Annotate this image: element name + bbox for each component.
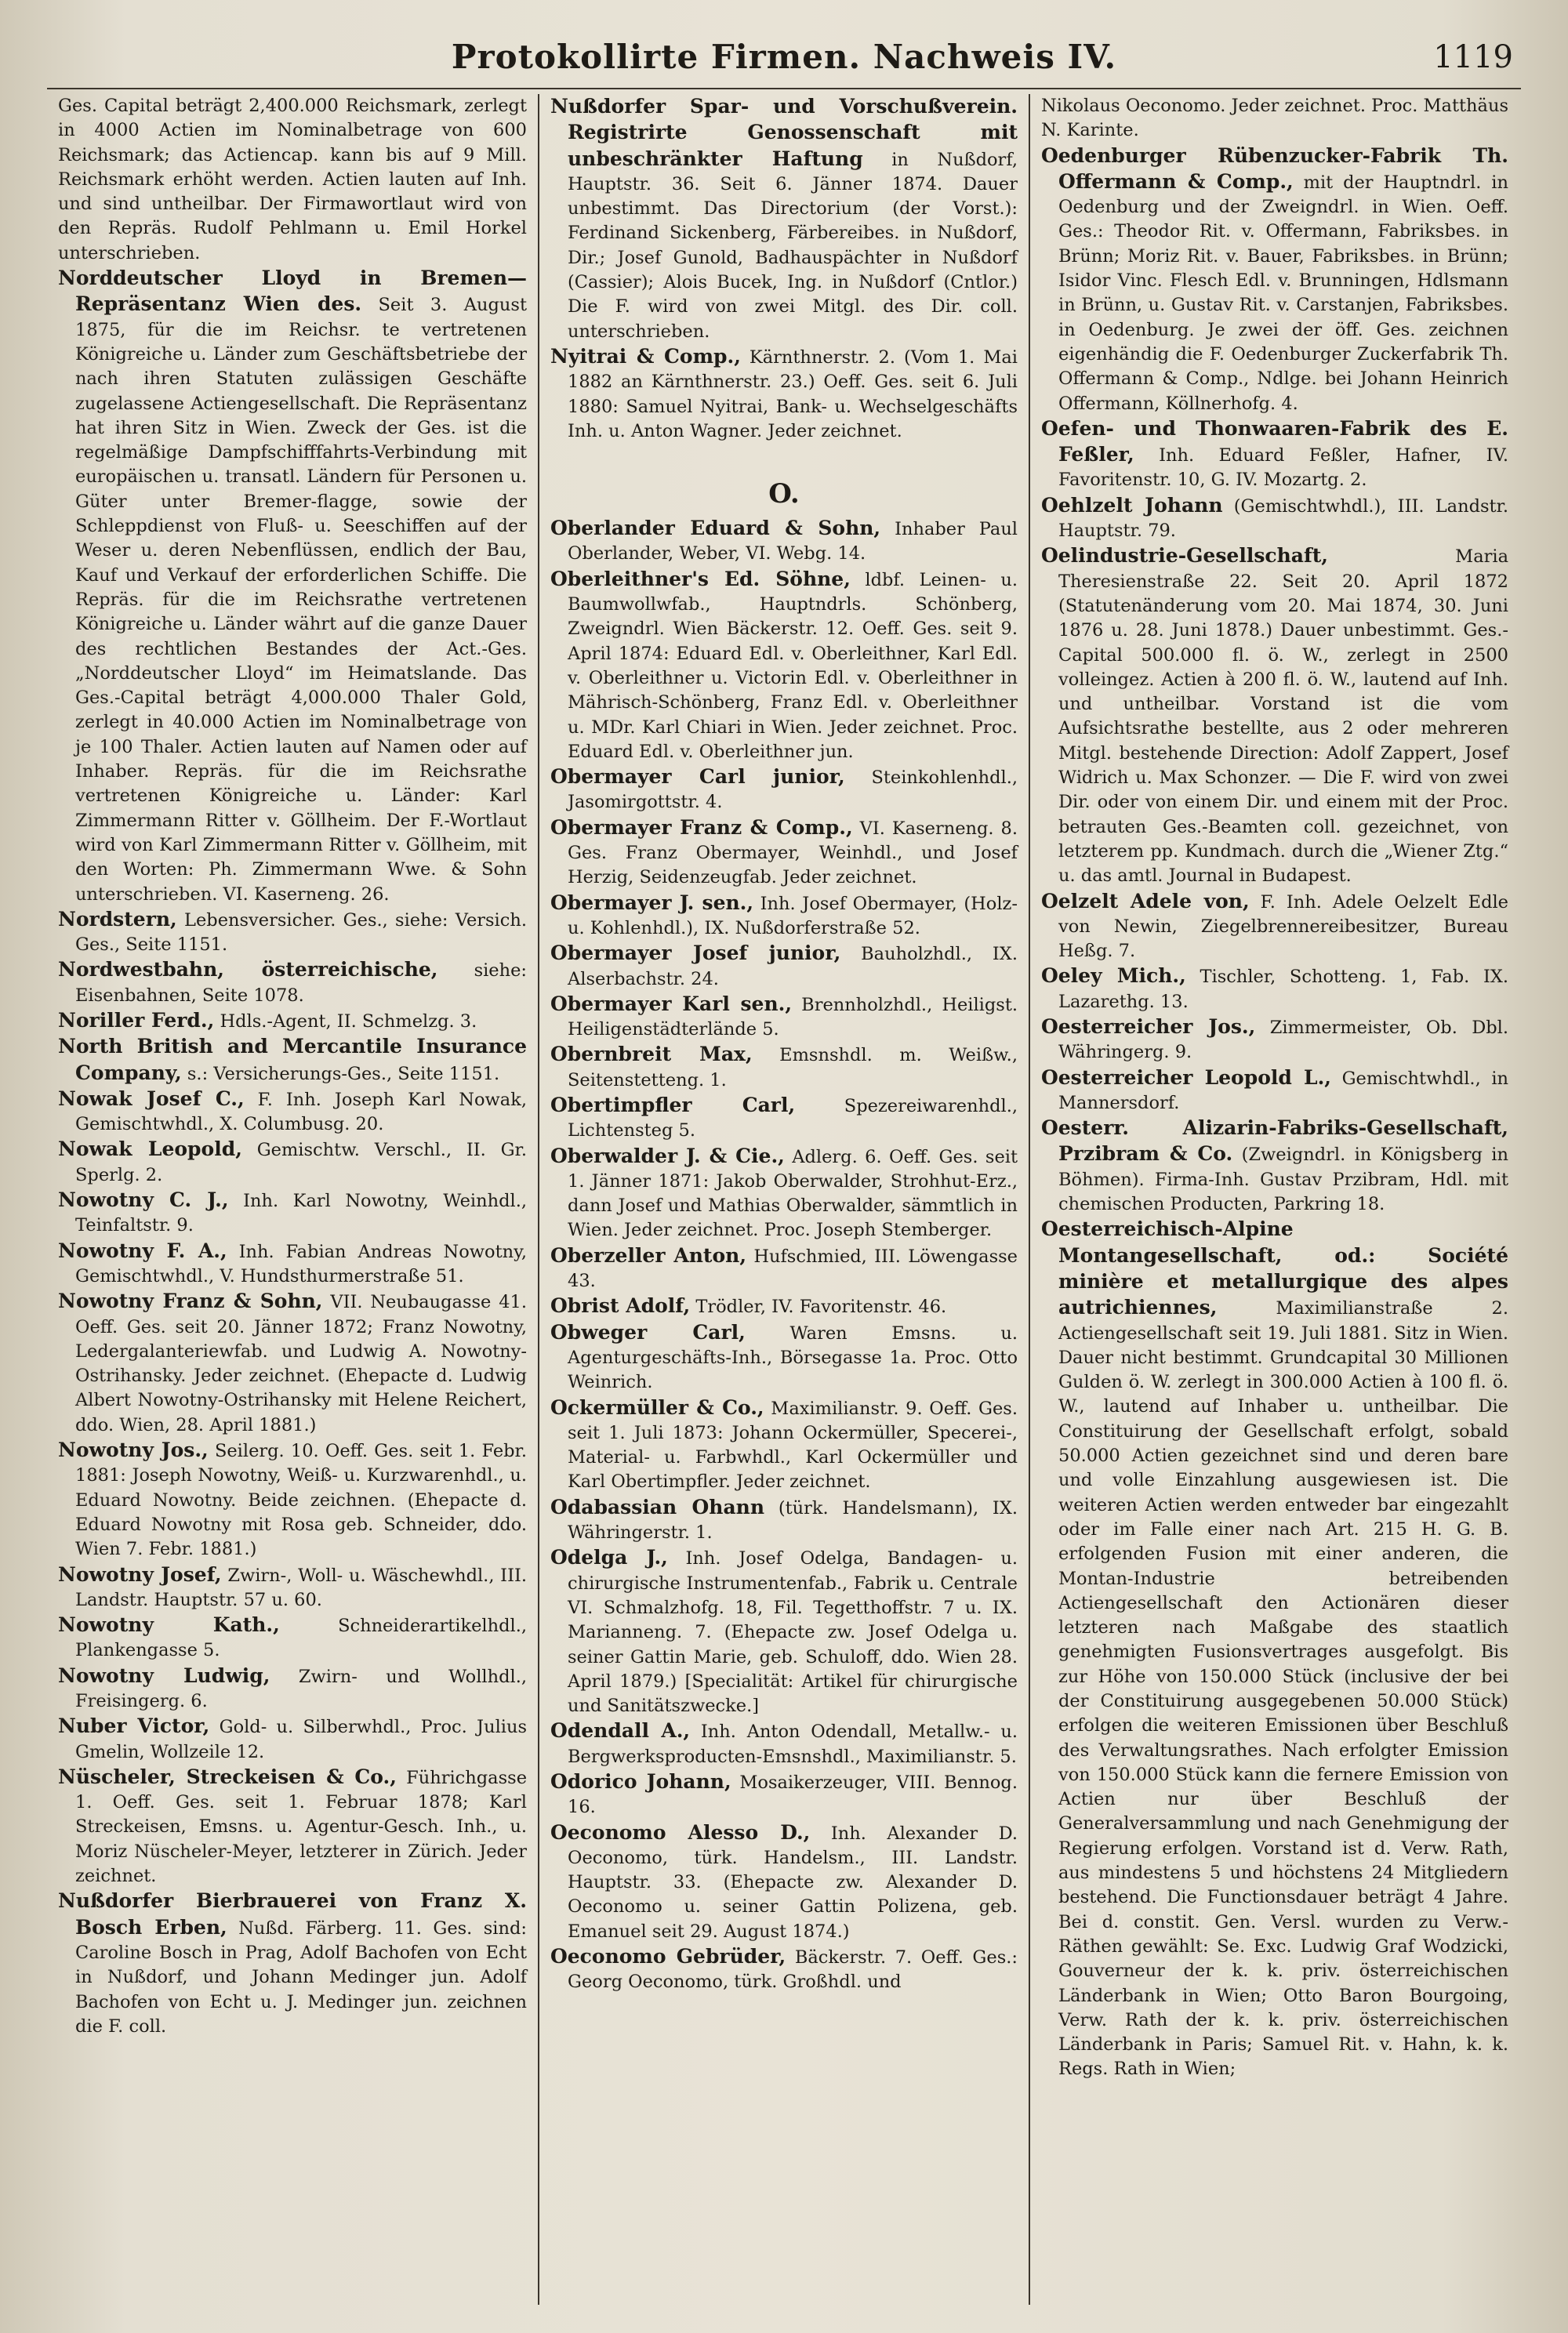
firm-details: Zwirn-, Woll- u. Wäschewhdl., III. Landstr. Hauptstr. 57 u. 60. xyxy=(75,1565,527,1610)
firm-details: Nikolaus Oeconomo. Jeder zeichnet. Proc. Matthäus N. Karinte. xyxy=(1041,96,1508,141)
directory-entry xyxy=(550,1320,1018,1395)
directory-entry xyxy=(58,1714,527,1765)
firm-name: Oeley Mich., xyxy=(1041,964,1186,988)
directory-entry xyxy=(1041,1217,1508,2081)
directory-entry xyxy=(58,1034,527,1087)
firm-name: Obrist Adolf, xyxy=(550,1294,691,1318)
column-left xyxy=(47,94,538,2305)
directory-entry xyxy=(58,1188,527,1239)
firm-name: Obermayer J. sen., xyxy=(550,891,754,914)
firm-name: Nußdorfer Bierbrauerei von Franz X. Bosch Erben, xyxy=(58,1889,527,1939)
firm-name: Oelindustrie-Gesellschaft, xyxy=(1041,544,1328,568)
firm-name: Oelzelt Adele von, xyxy=(1041,889,1250,913)
firm-details: Seit 3. August 1875, für die im Reichsr. te vertretenen Königreiche u. Länder zum Geschäftsbetriebe der nach ihren Statuten zulässigen Geschäfte zugelassene Actiengesellschaft. Die Repräsentanz hat ihren Sitz in Wien. Zweck der Ges. ist die regelmäßige Dampfschifffahrts-Verbindung mit europäischen u. transatl. Ländern für Personen u. Güter unter Bremer-flagge, sowie der Schleppdienst von Fluß- u. Seeschiffen auf der Weser u. deren Nebenflüssen, endlich der Bau, Kauf und Verkauf der erforderlichen Schiffe. Die Repräs. für die im Reichsrathe vertretenen Königreiche u. Länder währt auf die ganze Dauer des rechtlichen Bestandes der Act.-Ges. „Norddeutscher Lloyd“ im Heimatslande. Das Ges.-Capital beträgt 4,000.000 Thaler Gold, zerlegt in 40.000 Actien im Nominalbetrage von je 100 Thaler. Actien lauten auf Namen oder auf Inhaber. Repräs. für die im Reichsrathe vertretenen Königreiche u. Länder: Karl Zimmermann Ritter v. Göllheim. Der F.-Wortlaut wird von Karl Zimmermann Ritter v. Göllheim, mit den Worten: Ph. Zimmermann Wwe. & Sohn unterschrieben. VI. Kaserneng. 26. xyxy=(75,295,527,905)
directory-entry xyxy=(550,1042,1018,1093)
firm-details: Inh. Josef Obermayer, (Holz- u. Kohlenhdl.), IX. Nußdorferstraße 52. xyxy=(568,893,1018,938)
firm-name: Norddeutscher Lloyd in Bremen—Repräsentanz Wien des. xyxy=(58,267,527,316)
directory-entry xyxy=(550,1243,1018,1294)
firm-name: Oehlzelt Johann xyxy=(1041,493,1223,517)
firm-name: Nowotny Ludwig, xyxy=(58,1664,270,1687)
directory-entry xyxy=(550,1495,1018,1546)
directory-entry xyxy=(550,94,1018,344)
firm-details: Emsnshdl. m. Weißw., Seitenstetteng. 1. xyxy=(568,1045,1018,1090)
directory-entry xyxy=(58,1087,527,1137)
firm-name: Oeconomo Alesso D., xyxy=(550,1820,811,1844)
firm-details: Ges. Capital beträgt 2,400.000 Reichsmark, zerlegt in 4000 Actien im Nominalbetrage von 600 Reichsmark; das Actiencap. kann bis auf 9 Mill. Reichsmark erhöht werden. Actien lauten auf Inh. und sind untheilbar. Der Firmawortlaut wird von den Repräs. Rudolf Pehlmann u. Emil Horkel unterschrieben. xyxy=(58,96,527,263)
firm-details: F. Inh. Adele Oelzelt Edle von Newin, Ziegelbrennereibesitzer, Bureau Heßg. 7. xyxy=(1058,891,1508,962)
firm-details: Führichgasse 1. Oeff. Ges. seit 1. Februar 1878; Karl Streckeisen, Emsns. u. Agentur-Gesch. Inh., u. Moriz Nüscheler-Meyer, letzterer in Zürich. Jeder zeichnet. xyxy=(75,1767,528,1887)
firm-name: Oesterreichisch-Alpine Montangesellschaft, od.: Société minière et metallurgique des alpes autrichiennes, xyxy=(1041,1217,1508,1319)
directory-entry xyxy=(550,1093,1018,1144)
firm-details: s.: Versicherungs-Ges., Seite 1151. xyxy=(187,1063,500,1084)
firm-details: Maximilianstr. 9. Oeff. Ges. seit 1. Juli 1873: Johann Ockermüller, Specerei-, Material- u. Farbwhdl., Karl Ockermüller und Karl Obertimpfler. Jeder zeichnet. xyxy=(568,1398,1018,1493)
firm-details: Nußd. Färberg. 11. Ges. sind: Caroline Bosch in Prag, Adolf Bachofen von Echt in Nußdorf, und Johann Medinger jun. Adolf Bachofen von Echt u. J. Medinger jun. zeichnen die F. coll. xyxy=(75,1918,527,2037)
firm-details: Adlerg. 6. Oeff. Ges. seit 1. Jänner 1871: Jakob Oberwalder, Strohhut-Erz., dann Josef und Mathias Oberwalder, sämmtlich in Wien. Jeder zeichnet. Proc. Joseph Stemberger. xyxy=(568,1146,1018,1241)
firm-details: Zimmermeister, Ob. Dbl. Währingerg. 9. xyxy=(1058,1017,1509,1063)
firm-name: Nowotny C. J., xyxy=(58,1188,229,1212)
firm-name: Nowak Josef C., xyxy=(58,1087,245,1110)
firm-name: Nowak Leopold, xyxy=(58,1137,242,1161)
directory-entry xyxy=(58,1664,527,1714)
firm-name: Odendall A., xyxy=(550,1719,691,1743)
firm-details: VI. Kaserneng. 8. Ges. Franz Obermayer, Weinhdl., und Josef Herzig, Seidenzeugfab. Jeder zeichnet. xyxy=(568,818,1018,888)
directory-entry xyxy=(58,1765,527,1889)
firm-details: Inh. Josef Odelga, Bandagen- u. chirurgische Instrumentenfab., Fabrik u. Centrale VI. Schmalzhofg. 18, Fil. Tegetthoffstr. 7 u. IX. Marianneng. 7. (Ehepacte zw. Josef Odelga u. seiner Gattin Marie, geb. Schuloff, ddo. Wien 28. April 1879.) [Specialität: Artikel für chirurgische und Sanitätszwecke.] xyxy=(568,1548,1018,1717)
firm-details: Hufschmied, III. Löwengasse 43. xyxy=(568,1246,1018,1292)
firm-details: Tischler, Schotteng. 1, Fab. IX. Lazarethg. 13. xyxy=(1058,967,1509,1012)
firm-details: Inh. Anton Odendall, Metallw.- u. Bergwerksproducten-Emsnshdl., Maximilianstr. 5. xyxy=(568,1722,1018,1767)
directory-entry xyxy=(550,1545,1018,1718)
directory-entry xyxy=(550,1395,1018,1495)
directory-entry xyxy=(58,957,527,1008)
column-middle xyxy=(538,94,1029,2305)
firm-name: Odelga J., xyxy=(550,1546,668,1569)
directory-entry xyxy=(550,344,1018,444)
firm-details: Seilerg. 10. Oeff. Ges. seit 1. Febr. 1881: Joseph Nowotny, Weiß- u. Kurzwarenhdl., u. Eduard Nowotny. Beide zeichnen. (Ehepacte d. Eduard Nowotny mit Rosa geb. Schneider, ddo. Wien 7. Febr. 1881.) xyxy=(75,1441,527,1560)
firm-name: Oedenburger Rübenzucker-Fabrik Th. Offermann & Comp., xyxy=(1041,143,1508,193)
firm-details: Kärnthnerstr. 2. (Vom 1. Mai 1882 an Kärnthnerstr. 23.) Oeff. Ges. seit 6. Juli 1880: Samuel Nyitrai, Bank- u. Wechselgeschäfts Inh. u. Anton Wagner. Jeder zeichnet. xyxy=(568,347,1018,441)
header-rule xyxy=(47,88,1521,89)
firm-name: Nordwestbahn, österreichische, xyxy=(58,958,438,981)
firm-name: Nordstern, xyxy=(58,907,177,931)
firm-details: siehe: Eisenbahnen, Seite 1078. xyxy=(75,960,528,1006)
firm-details: Zwirn- und Wollhdl., Freisingerg. 6. xyxy=(75,1666,527,1711)
directory-entry xyxy=(58,1239,527,1290)
firm-details: Maximilianstraße 2. Actiengesellschaft seit 19. Juli 1881. Sitz in Wien. Dauer nicht bestimmt. Grundcapital 30 Millionen Gulden ö. W. zerlegt in 300.000 Actien à 100 fl. ö. W., lautend auf Inhaber u. untheilbar. Die Constituirung der Gesellschaft erfolgt, sobald 50.000 Actien gezeichnet sind und deren bare und volle Einzahlung ausgewiesen ist. Die weiteren Actien werden entweder bar eingezahlt oder im Falle einer nach Art. 215 H. G. B. erfolgenden Fusion mit einer anderen, die Montan-Industrie betreibenden Actiengesellschaft den Actionären dieser letzteren nach Maßgabe des staatlich genehmigten Fusionsvertrages ausgefolgt. Bis zur Höhe von 150.000 Stück (inclusive der bei der Constituirung ausgegebenen 50.000 Stück) erfolgen die weiteren Emissionen über Beschluß des Verwaltungsrathes. Nach erfolgter Emission von 150.000 Stück kann die fernere Emission von Actien nur über Beschluß der Generalversammlung und nach Genehmigung der Regierung erfolgen. Vorstand ist d. Verw. Rath, aus mindestens 5 und höchstens 24 Mitgliedern bestehend. Die Functionsdauer beträgt 4 Jahre. Bei d. constit. Gen. Versl. wurden zu Verw.-Räthen gewählt: Se. Exc. Ludwig Graf Wodzicki, Gouverneur der k. k. priv. österreichischen Länderbank in Wien; Otto Baron Bourgoing, Verw. Rath der k. k. priv. österreichischen Länderbank in Paris; Samuel Rit. v. Hahn, k. k. Regs. Rath in Wien; xyxy=(1058,1298,1509,2080)
directory-entry xyxy=(550,567,1018,764)
firm-name: Oberwalder J. & Cie., xyxy=(550,1144,785,1167)
directory-entry xyxy=(58,1438,527,1562)
firm-details: (Zweigndrl. in Königsberg in Böhmen). Firma-Inh. Gustav Przibram, Hdl. mit chemischen Producten, Parkring 18. xyxy=(1058,1145,1508,1215)
firm-details: Gold- u. Silberwhdl., Proc. Julius Gmelin, Wollzeile 12. xyxy=(75,1717,527,1762)
firm-name: Obertimpfler Carl, xyxy=(550,1093,796,1116)
firm-details: Inh. Alexander D. Oeconomo, türk. Handelsm., III. Landstr. Hauptstr. 33. (Ehepacte zw. Alexander D. Oeconomo u. seiner Gattin Polizena, geb. Emanuel seit 29. August 1874.) xyxy=(568,1823,1018,1942)
column-right xyxy=(1029,94,1519,2305)
section-heading: O. xyxy=(768,478,800,510)
firm-name: Oberleithner's Ed. Söhne, xyxy=(550,567,851,590)
directory-entry xyxy=(1041,94,1508,143)
directory-entry xyxy=(58,1562,527,1613)
directory-entry xyxy=(550,764,1018,815)
firm-name: North British and Mercantile Insurance Company, xyxy=(58,1035,527,1084)
directory-entry xyxy=(550,1944,1018,1995)
directory-entry xyxy=(58,1137,527,1188)
firm-details: ldbf. Leinen- u. Baumwollwfab., Hauptndrls. Schönberg, Zweigndrl. Wien Bäckerstr. 12. Oeff. Ges. seit 9. April 1874: Eduard Edl. v. Oberleithner, Karl Edl. v. Oberleithner u. Victorin Edl. v. Oberleithner in Mährisch-Schönberg, Franz Edl. v. Oberleithner u. MDr. Karl Chiari in Wien. Jeder zeichnet. Proc. Eduard Edl. v. Oberleithner jun. xyxy=(568,569,1018,762)
directory-entry xyxy=(550,1293,1018,1319)
firm-details: Mosaikerzeuger, VIII. Bennog. 16. xyxy=(568,1772,1018,1818)
directory-entry xyxy=(58,907,527,958)
firm-details: Inh. Eduard Feßler, Hafner, IV. Favoritenstr. 10, G. IV. Mozartg. 2. xyxy=(1058,445,1508,491)
firm-details: mit der Hauptndrl. in Oedenburg und der Zweigndrl. in Wien. Oeff. Ges.: Theodor Rit. v. Offermann, Fabriksbes. in Brünn; Moriz Rit. v. Bauer, Fabriksbes. in Brünn; Isidor Vinc. Flesch Edl. v. Brunningen, Hdlsmann in Brünn, u. Gustav Rit. v. Carstanjen, Fabriksbes. in Oedenburg. Je zwei der öff. Ges. zeichnen eigenhändig die F. Oedenburger Zuckerfabrik Th. Offermann & Comp., Ndlge. bei Johann Heinrich Offermann, Köllnerhofg. 4. xyxy=(1058,172,1508,414)
directory-entry xyxy=(58,1008,527,1034)
directory-entry xyxy=(550,891,1018,942)
firm-name: Nüscheler, Streckeisen & Co., xyxy=(58,1765,397,1788)
directory-entry xyxy=(58,94,527,266)
firm-details: Brennholzhdl., Heiligst. Heiligenstädterlände 5. xyxy=(568,994,1018,1040)
running-title: Protokollirte Firmen. Nachweis IV. xyxy=(451,38,1117,76)
firm-name: Obermayer Karl sen., xyxy=(550,992,793,1015)
directory-entry xyxy=(1041,1065,1508,1116)
firm-name: Nowotny Josef, xyxy=(58,1562,222,1586)
firm-details: Inh. Karl Nowotny, Weinhdl., Teinfaltstr. 9. xyxy=(75,1191,527,1236)
firm-name: Oesterreicher Jos., xyxy=(1041,1014,1256,1038)
directory-entry xyxy=(550,1820,1018,1944)
directory-entry xyxy=(550,815,1018,891)
directory-entry xyxy=(1041,143,1508,416)
firm-name: Nuber Victor, xyxy=(58,1714,210,1738)
directory-entry xyxy=(1041,543,1508,888)
firm-name: Odabassian Ohann xyxy=(550,1495,765,1518)
firm-name: Nyitrai & Comp., xyxy=(550,344,741,368)
firm-details: Waren Emsns. u. Agenturgeschäfts-Inh., Börsegasse 1a. Proc. Otto Weinrich. xyxy=(568,1323,1018,1393)
firm-name: Nowotny F. A., xyxy=(58,1239,227,1262)
firm-details: (türk. Handelsmann), IX. Währingerstr. 1. xyxy=(568,1497,1018,1544)
firm-name: Ockermüller & Co., xyxy=(550,1395,764,1419)
firm-details: Bauholzhdl., IX. Alserbachstr. 24. xyxy=(568,944,1018,989)
firm-details: Bäckerstr. 7. Oeff. Ges.: Georg Oeconomo, türk. Großhdl. und xyxy=(568,1947,1018,1993)
directory-entry xyxy=(550,1144,1018,1243)
directory-entry xyxy=(1041,416,1508,493)
firm-details: Lebensversicher. Ges., siehe: Versich. Ges., Seite 1151. xyxy=(75,909,527,956)
firm-name: Oberzeller Anton, xyxy=(550,1243,747,1267)
firm-details: F. Inh. Joseph Karl Nowak, Gemischtwhdl., X. Columbusg. 20. xyxy=(75,1089,527,1135)
firm-name: Nowotny Jos., xyxy=(58,1439,209,1462)
directory-entry xyxy=(1041,493,1508,544)
firm-name: Nußdorfer Spar- und Vorschußverein. Registrirte Genossenschaft mit unbeschränkter Haftung xyxy=(550,95,1018,170)
firm-details: Steinkohlenhdl., Jasomirgottstr. 4. xyxy=(568,767,1018,813)
firm-name: Obernbreit Max, xyxy=(550,1043,753,1066)
firm-name: Nowotny Franz & Sohn, xyxy=(58,1290,323,1313)
firm-details: Hdls.-Agent, II. Schmelzg. 3. xyxy=(220,1010,477,1032)
firm-name: Nowotny Kath., xyxy=(58,1613,280,1637)
directory-entry xyxy=(1041,889,1508,964)
firm-details: Spezereiwarenhdl., Lichtensteg 5. xyxy=(568,1095,1018,1141)
page-header xyxy=(47,33,1521,88)
firm-details: Gemischtw. Verschl., II. Gr. Sperlg. 2. xyxy=(75,1140,527,1185)
firm-details: Maria Theresienstraße 22. Seit 20. April 1872 (Statutenänderung vom 20. Mai 1874, 30. Juni 1876 u. 28. Juni 1878.) Dauer unbestimmt. Ges.-Capital 500.000 fl. ö. W., zerlegt in 2500 volleingez. Actien à 200 fl. ö. W., lautend auf Inh. und untheilbar. Vorstand ist die vom Aufsichtsrathe bestellte, aus 2 oder mehreren Mitgl. bestehende Direction: Adolf Zappert, Josef Widrich u. Max Schonzer. — Die F. wird von zwei Dir. oder von einem Dir. und einem mit der Proc. betrauten Ges.-Beamten coll. gezeichnet, von letzterem pp. Kundmach. durch die „Wiener Ztg.“ u. das amtl. Journal in Budapest. xyxy=(1058,546,1508,887)
firm-name: Oberlander Eduard & Sohn, xyxy=(550,517,881,540)
firm-name: Obweger Carl, xyxy=(550,1320,746,1344)
directory-entry xyxy=(1041,963,1508,1014)
directory-entry xyxy=(1041,1014,1508,1065)
firm-name: Oeconomo Gebrüder, xyxy=(550,1945,786,1968)
firm-name: Oefen- und Thonwaaren-Fabrik des E. Feßler, xyxy=(1041,416,1508,466)
page-number: 1119 xyxy=(1433,39,1513,75)
directory-entry xyxy=(58,1613,527,1664)
directory-entry xyxy=(58,266,527,907)
firm-name: Oesterreicher Leopold L., xyxy=(1041,1065,1331,1089)
directory-entry xyxy=(1041,1116,1508,1217)
directory-entry xyxy=(550,516,1018,567)
firm-name: Obermayer Josef junior, xyxy=(550,942,841,965)
directory-entry xyxy=(550,992,1018,1043)
firm-details: VII. Neubaugasse 41. Oeff. Ges. seit 20. Jänner 1872; Franz Nowotny, Ledergalanteriewfab. und Ludwig A. Nowotny-Ostrihansky. Jeder zeichnet. (Ehepacte d. Ludwig Albert Nowotny-Ostrihansky mit Helene Reichert, ddo. Wien, 28. April 1881.) xyxy=(75,1292,527,1435)
firm-details: Inh. Fabian Andreas Nowotny, Gemischtwhdl., V. Hundsthurmerstraße 51. xyxy=(75,1241,528,1286)
directory-entry xyxy=(550,941,1018,992)
firm-details: Inhaber Paul Oberlander, Weber, VI. Webg. 14. xyxy=(568,519,1018,564)
firm-name: Obermayer Franz & Comp., xyxy=(550,815,853,839)
firm-details: Schneiderartikelhdl., Plankengasse 5. xyxy=(75,1616,527,1661)
firm-name: Odorico Johann, xyxy=(550,1770,731,1793)
directory-entry xyxy=(58,1889,527,2039)
directory-entry xyxy=(58,1289,527,1438)
directory-entry xyxy=(550,1769,1018,1820)
firm-details: in Nußdorf, Hauptstr. 36. Seit 6. Jänner 1874. Dauer unbestimmt. Das Directorium (der Vorst.): Ferdinand Sickenberg, Färbereibes. in Nußdorf, Dir.; Josef Gunold, Badhauspächter in Nußdorf (Cassier); Alois Bucek, Ing. in Nußdorf (Cntlor.) Die F. wird von zwei Mitgl. des Dir. coll. unterschrieben. xyxy=(568,149,1018,342)
firm-name: Noriller Ferd., xyxy=(58,1008,215,1032)
firm-name: Oesterr. Alizarin-Fabriks-Gesellschaft, Przibram & Co. xyxy=(1041,1116,1508,1166)
directory-entry xyxy=(550,1718,1018,1769)
firm-details: Trödler, IV. Favoritenstr. 46. xyxy=(695,1297,947,1318)
firm-details: (Gemischtwhdl.), III. Landstr. Hauptstr. 79. xyxy=(1058,495,1508,542)
firm-name: Obermayer Carl junior, xyxy=(550,765,845,789)
firm-details: Gemischtwhdl., in Mannersdorf. xyxy=(1058,1068,1509,1113)
directory-columns xyxy=(47,94,1521,2305)
